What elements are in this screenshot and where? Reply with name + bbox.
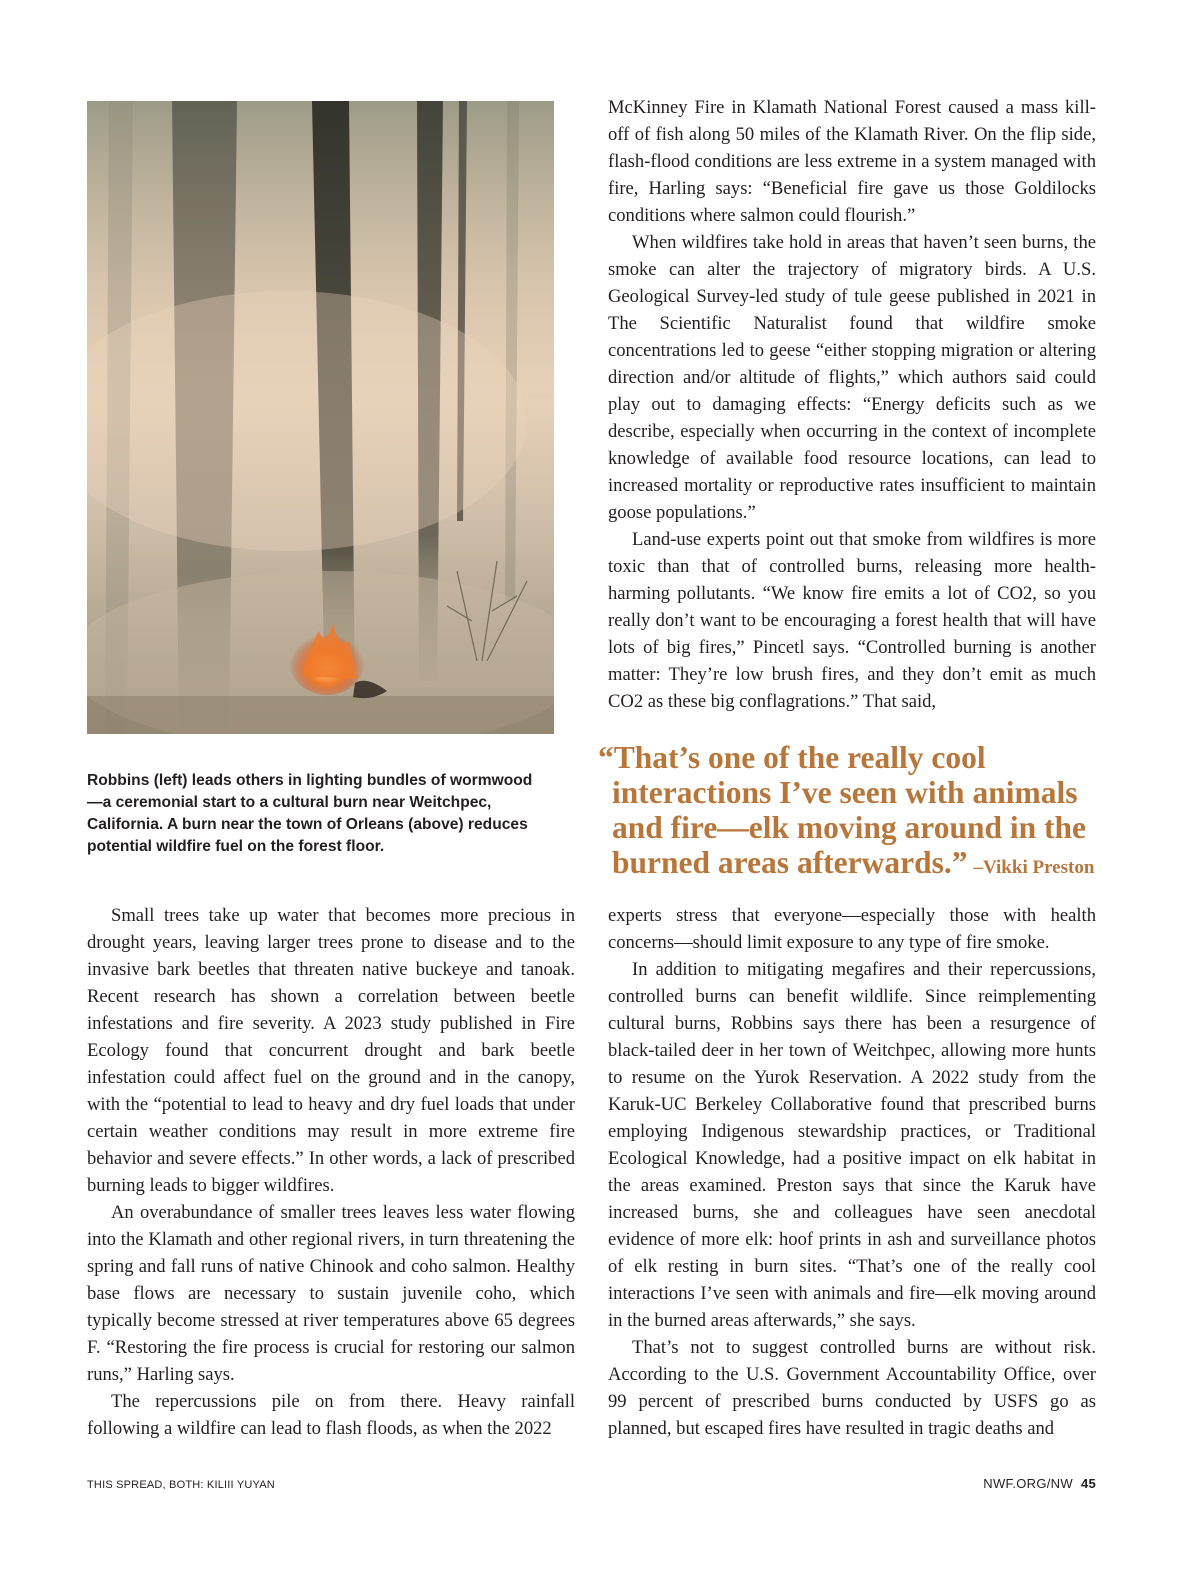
paragraph: Land-use experts point out that smoke from wildfires is more toxic than that of controlled burns, releasing more health-harming pollutants. “We know fire emits a lot of CO2, so you really don’t want to be encouraging a forest health that will have lots of big fires,” Pincetl says. “Controlled burning is another matter: They’re low brush fires, and they don’t emit as much CO2 as these big conflagrations.” That said, xyxy=(608,529,1096,712)
forest-fire-photo xyxy=(87,101,554,734)
photo-caption: Robbins (left) leads others in lighting bundles of wormwood—a ceremonial start to a cultural burn near Weitchpec, California. A burn near the town of Orleans (above) reduces potential wildfire fuel on the forest floor. xyxy=(87,772,533,855)
paragraph: An overabundance of smaller trees leaves less water flowing into the Klamath and other regional rivers, in turn threatening the spring and fall runs of native Chinook and coho salmon. Healthy base flows are necessary to sustain juvenile coho, which typically become stressed at river temperatures above 65 degrees F. “Restoring the fire process is crucial for restoring our salmon runs,” Harling says. xyxy=(87,1202,575,1385)
pull-quote-line: burned areas afterwards.” xyxy=(612,845,968,880)
pull-quote-line: and fire—elk moving around in the xyxy=(612,810,1087,845)
pull-quote-attribution: –Vikki Preston xyxy=(973,857,1095,878)
page-number: 45 xyxy=(1080,1476,1096,1491)
pull-quote-line: “That’s one of the really cool xyxy=(598,740,986,775)
pull-quote-line: interactions I’ve seen with animals xyxy=(612,775,1078,810)
pull-quote xyxy=(598,740,1118,885)
paragraph: In addition to mitigating megafires and their repercussions, controlled burns can benefit wildlife. Since reimplementing cultural burns, Robbins says there has been a resurgence of black-tailed deer in her town of Weitchpec, allowing more hunts to resume on the Yurok Reservation. A 2022 study from the Karuk-UC Berkeley Collaborative found that prescribed burns employing Indigenous stewardship practices, or Traditional Ecological Knowledge, had a positive impact on elk habitat in the areas examined. Preston says that since the Karuk have increased burns, she and colleagues have seen anecdotal evidence of more elk: hoof prints in ash and surveillance photos of elk resting in burn sites. “That’s one of the really cool interactions I’ve seen with animals and fire—elk moving around in the burned areas afterwards,” she says. xyxy=(608,959,1096,1331)
site-url: NWF.ORG/NW xyxy=(983,1476,1073,1491)
paragraph: Small trees take up water that becomes more precious in drought years, leaving larger trees prone to disease and to the invasive bark beetles that threaten native buckeye and tanoak. Recent research has shown a correlation between beetle infestations and fire severity. A 2023 study published in Fire Ecology found that concurrent drought and bark beetle infestation could affect fuel on the ground and in the canopy, with the “potential to lead to heavy and dry fuel loads that under certain weather conditions may result in more extreme fire behavior and severe effects.” In other words, a lack of prescribed burning leads to bigger wildfires. xyxy=(87,905,575,1196)
article-column-left xyxy=(87,902,575,1442)
paragraph: McKinney Fire in Klamath National Forest caused a mass kill-off of fish along 50 miles of the Klamath River. On the flip side, flash-flood conditions are less extreme in a system managed with fire, Harling says: “Beneficial fire gave us those Goldilocks conditions where salmon could flourish.” xyxy=(608,97,1096,226)
paragraph: That’s not to suggest controlled burns are without risk. According to the U.S. Government Accountability Office, over 99 percent of prescribed burns conducted by USFS go as planned, but escaped fires have resulted in tragic deaths and xyxy=(608,1337,1096,1439)
photo-credit: THIS SPREAD, BOTH: KILIII YUYAN xyxy=(87,1479,275,1491)
paragraph: When wildfires take hold in areas that haven’t seen burns, the smoke can alter the trajectory of migratory birds. A U.S. Geological Survey-led study of tule geese published in 2021 in The Scientific Naturalist found that wildfire smoke concentrations led to geese “either stopping migration or altering direction and/or altitude of flights,” which authors said could play out to damaging effects: “Energy deficits such as we describe, especially when occurring in the context of incomplete knowledge of available food resource locations, can lead to increased mortality or reproductive rates insufficient to maintain goose populations.” xyxy=(608,232,1096,523)
page-footer xyxy=(983,1476,1096,1491)
paragraph: The repercussions pile on from there. Heavy rainfall following a wildfire can lead to flash floods, as when the 2022 xyxy=(87,1391,575,1439)
article-column-right-top xyxy=(608,94,1096,715)
article-column-right-bottom xyxy=(608,902,1096,1442)
forest-fire-smoke-photo-icon xyxy=(87,101,554,734)
paragraph: experts stress that everyone—especially those with health concerns—should limit exposure to any type of fire smoke. xyxy=(608,905,1096,953)
